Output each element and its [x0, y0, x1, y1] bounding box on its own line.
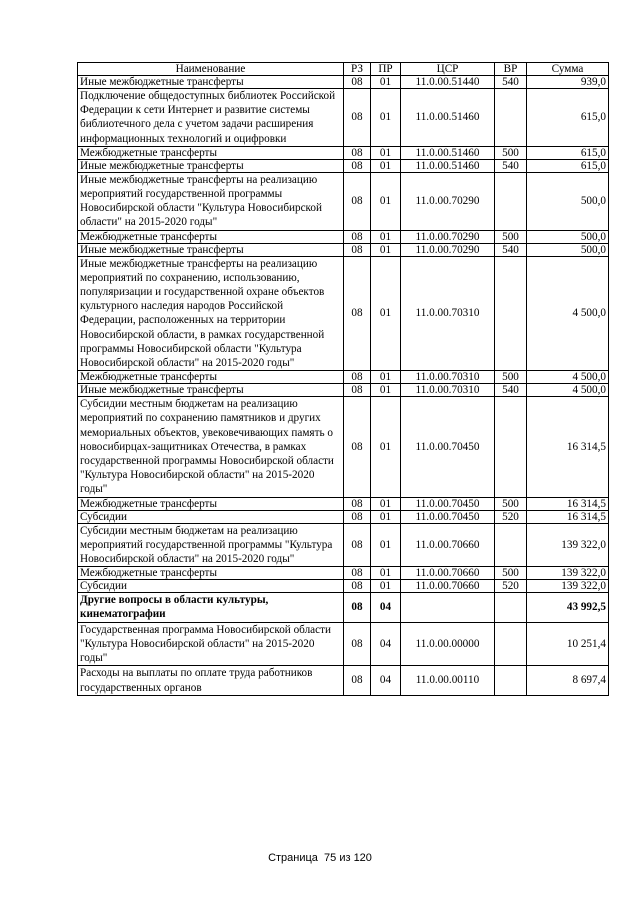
cell-csr: 11.0.00.70450: [401, 510, 495, 523]
cell-vr: [495, 593, 527, 622]
cell-vr: 500: [495, 146, 527, 159]
cell-rz: 08: [344, 580, 371, 593]
cell-name: Иные межбюджетные трансферты: [78, 76, 344, 89]
table-row: [78, 76, 609, 89]
cell-csr: 11.0.00.70290: [401, 230, 495, 243]
cell-pr: 04: [371, 593, 401, 622]
table-row: [78, 567, 609, 580]
table-row: [78, 146, 609, 159]
cell-pr: 01: [371, 510, 401, 523]
table-row: [78, 397, 609, 497]
cell-rz: 08: [344, 371, 371, 384]
table-row: [78, 89, 609, 147]
cell-csr: 11.0.00.70660: [401, 567, 495, 580]
cell-rz: 08: [344, 230, 371, 243]
cell-rz: 08: [344, 89, 371, 147]
cell-vr: 520: [495, 580, 527, 593]
table-row: [78, 159, 609, 172]
cell-rz: 08: [344, 666, 371, 695]
cell-sum: 939,0: [527, 76, 609, 89]
cell-csr: 11.0.00.70290: [401, 243, 495, 256]
cell-vr: 500: [495, 567, 527, 580]
cell-pr: 01: [371, 89, 401, 147]
cell-csr: 11.0.00.51440: [401, 76, 495, 89]
cell-pr: 01: [371, 397, 401, 497]
cell-csr: 11.0.00.70450: [401, 397, 495, 497]
cell-vr: [495, 89, 527, 147]
cell-sum: 4 500,0: [527, 371, 609, 384]
cell-vr: [495, 397, 527, 497]
cell-pr: 01: [371, 76, 401, 89]
cell-name: Межбюджетные трансферты: [78, 230, 344, 243]
header-rz: РЗ: [344, 63, 371, 76]
cell-name: Субсидии: [78, 580, 344, 593]
cell-sum: 4 500,0: [527, 384, 609, 397]
cell-sum: 139 322,0: [527, 567, 609, 580]
cell-rz: 08: [344, 384, 371, 397]
table-row: [78, 172, 609, 230]
cell-pr: 04: [371, 666, 401, 695]
cell-pr: 01: [371, 384, 401, 397]
cell-csr: 11.0.00.70660: [401, 580, 495, 593]
cell-vr: [495, 523, 527, 567]
cell-pr: 01: [371, 497, 401, 510]
cell-rz: 08: [344, 76, 371, 89]
table-row: [78, 243, 609, 256]
cell-name: Межбюджетные трансферты: [78, 146, 344, 159]
cell-vr: [495, 256, 527, 371]
cell-sum: 500,0: [527, 243, 609, 256]
cell-vr: [495, 666, 527, 695]
cell-sum: 8 697,4: [527, 666, 609, 695]
cell-name: Государственная программа Новосибирской области "Культура Новосибирской области" на 2015-2020 годы": [78, 622, 344, 666]
cell-csr: 11.0.00.51460: [401, 146, 495, 159]
cell-sum: 615,0: [527, 159, 609, 172]
cell-sum: 500,0: [527, 230, 609, 243]
cell-pr: 04: [371, 622, 401, 666]
table-row: [78, 230, 609, 243]
cell-csr: 11.0.00.70660: [401, 523, 495, 567]
cell-pr: 01: [371, 146, 401, 159]
cell-rz: 08: [344, 172, 371, 230]
cell-vr: 500: [495, 371, 527, 384]
cell-csr: [401, 593, 495, 622]
table-row: [78, 256, 609, 371]
cell-pr: 01: [371, 256, 401, 371]
table-body: [78, 76, 609, 696]
cell-name: Иные межбюджетные трансферты на реализацию мероприятий государственной программы Новосибирской области "Культура Новосибирской области" на 2015-2020 годы": [78, 172, 344, 230]
header-pr: ПР: [371, 63, 401, 76]
cell-rz: 08: [344, 243, 371, 256]
cell-csr: 11.0.00.70310: [401, 371, 495, 384]
cell-name: Другие вопросы в области культуры, кинематографии: [78, 593, 344, 622]
table-header-row: [78, 63, 609, 76]
cell-rz: 08: [344, 622, 371, 666]
cell-csr: 11.0.00.70290: [401, 172, 495, 230]
cell-name: Иные межбюджетные трансферты: [78, 384, 344, 397]
cell-vr: 540: [495, 384, 527, 397]
cell-vr: 500: [495, 497, 527, 510]
cell-rz: 08: [344, 397, 371, 497]
cell-sum: 16 314,5: [527, 397, 609, 497]
cell-pr: 01: [371, 243, 401, 256]
cell-rz: 08: [344, 497, 371, 510]
cell-rz: 08: [344, 256, 371, 371]
table-row: [78, 510, 609, 523]
table-row: [78, 666, 609, 695]
cell-name: Межбюджетные трансферты: [78, 371, 344, 384]
cell-sum: 500,0: [527, 172, 609, 230]
cell-csr: 11.0.00.70450: [401, 497, 495, 510]
cell-csr: 11.0.00.70310: [401, 256, 495, 371]
cell-csr: 11.0.00.00110: [401, 666, 495, 695]
header-name: Наименование: [78, 63, 344, 76]
cell-pr: 01: [371, 172, 401, 230]
cell-name: Субсидии местным бюджетам на реализацию мероприятий по сохранению памятников и других мемориальных объектов, увековечивающих память о новосибирцах-защитниках Отечества, в рамках государственной программы Новосибирской области "Культура Новосибирской области" на 2015-2020 годы": [78, 397, 344, 497]
cell-vr: 540: [495, 159, 527, 172]
cell-csr: 11.0.00.00000: [401, 622, 495, 666]
table-row: [78, 523, 609, 567]
cell-pr: 01: [371, 230, 401, 243]
cell-rz: 08: [344, 159, 371, 172]
cell-name: Иные межбюджетные трансферты: [78, 159, 344, 172]
cell-vr: 540: [495, 243, 527, 256]
cell-rz: 08: [344, 567, 371, 580]
cell-pr: 01: [371, 371, 401, 384]
cell-pr: 01: [371, 523, 401, 567]
header-vr: ВР: [495, 63, 527, 76]
cell-vr: 500: [495, 230, 527, 243]
cell-csr: 11.0.00.51460: [401, 89, 495, 147]
table-row: [78, 622, 609, 666]
cell-vr: [495, 172, 527, 230]
cell-sum: 16 314,5: [527, 510, 609, 523]
cell-name: Межбюджетные трансферты: [78, 497, 344, 510]
cell-rz: 08: [344, 510, 371, 523]
cell-rz: 08: [344, 146, 371, 159]
table-row: [78, 497, 609, 510]
cell-csr: 11.0.00.70310: [401, 384, 495, 397]
cell-sum: 4 500,0: [527, 256, 609, 371]
cell-rz: 08: [344, 593, 371, 622]
table-row: [78, 371, 609, 384]
cell-sum: 139 322,0: [527, 523, 609, 567]
page-footer: [0, 852, 640, 864]
cell-sum: 615,0: [527, 89, 609, 147]
cell-rz: 08: [344, 523, 371, 567]
table-row: [78, 593, 609, 622]
cell-sum: 43 992,5: [527, 593, 609, 622]
cell-sum: 10 251,4: [527, 622, 609, 666]
header-csr: ЦСР: [401, 63, 495, 76]
cell-vr: 520: [495, 510, 527, 523]
cell-name: Иные межбюджетные трансферты: [78, 243, 344, 256]
cell-name: Расходы на выплаты по оплате труда работников государственных органов: [78, 666, 344, 695]
cell-name: Иные межбюджетные трансферты на реализацию мероприятий по сохранению, использованию, популяризации и государственной охране объектов культурного наследия народов Российской Федерации, расположенных на территории Новосибирской области, в рамках государственной программы Новосибирской области "Культура Новосибирской области" на 2015-2020 годы": [78, 256, 344, 371]
cell-pr: 01: [371, 159, 401, 172]
budget-table: [77, 62, 609, 696]
cell-name: Субсидии: [78, 510, 344, 523]
cell-vr: 540: [495, 76, 527, 89]
cell-name: Межбюджетные трансферты: [78, 567, 344, 580]
cell-pr: 01: [371, 580, 401, 593]
table-row: [78, 580, 609, 593]
cell-vr: [495, 622, 527, 666]
page-number: Страница 75 из 120: [268, 852, 372, 864]
cell-name: Субсидии местным бюджетам на реализацию мероприятий государственной программы "Культура Новосибирской области" на 2015-2020 годы": [78, 523, 344, 567]
table-row: [78, 384, 609, 397]
cell-pr: 01: [371, 567, 401, 580]
cell-csr: 11.0.00.51460: [401, 159, 495, 172]
cell-sum: 615,0: [527, 146, 609, 159]
cell-sum: 139 322,0: [527, 580, 609, 593]
header-sum: Сумма: [527, 63, 609, 76]
cell-name: Подключение общедоступных библиотек Российской Федерации к сети Интернет и развитие системы библиотечного дела с учетом задачи расширения информационных технологий и оцифровки: [78, 89, 344, 147]
cell-sum: 16 314,5: [527, 497, 609, 510]
